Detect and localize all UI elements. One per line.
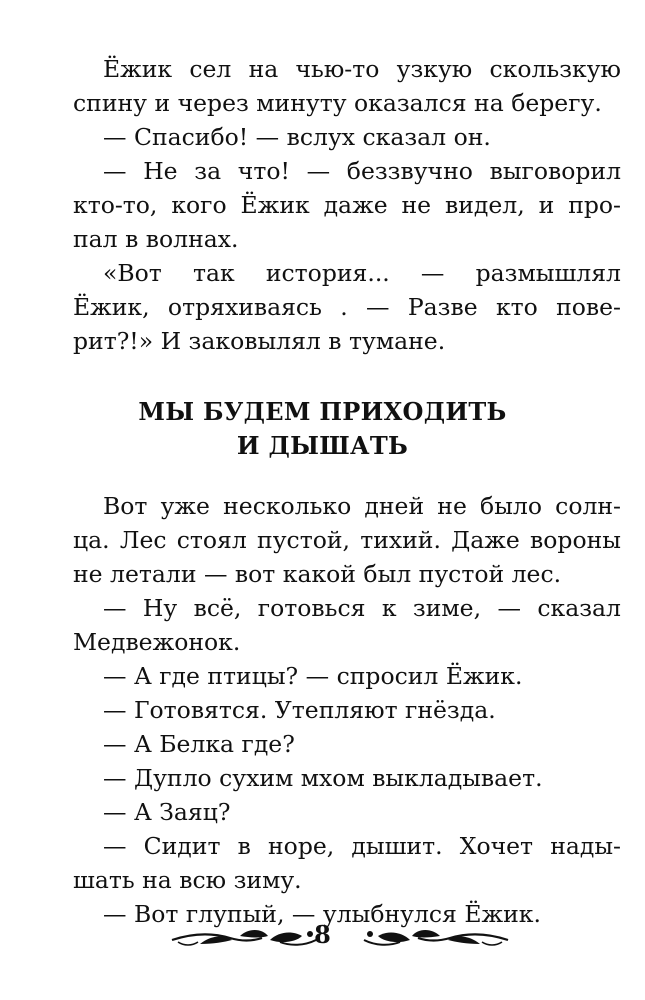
text-line: — Не за что! — беззвучно выговорил	[103, 157, 621, 185]
text-line: не летали — вот какой был пустой лес.	[73, 560, 562, 588]
text-line: спину и через минуту оказался на берегу.	[73, 89, 602, 117]
story-text-top	[73, 52, 621, 358]
text-line: — А Белка где?	[103, 730, 295, 758]
text-line: «Вот так история... — размышлял	[103, 259, 621, 287]
page-footer	[0, 918, 645, 958]
chapter-heading	[0, 395, 645, 463]
flourish-ornament-icon	[360, 922, 510, 952]
chapter-heading-line-1: МЫ БУДЕМ ПРИХОДИТЬ	[138, 397, 507, 426]
text-line: рит?!» И заковылял в тумане.	[73, 327, 446, 355]
text-line: ца. Лес стоял пустой, тихий. Даже вороны	[73, 526, 621, 554]
text-line: — Ну всё, готовься к зиме, — сказал	[103, 594, 621, 622]
page-number: 8	[314, 920, 331, 949]
text-line: — Дупло сухим мхом выкладывает.	[103, 764, 543, 792]
text-line: шать на всю зиму.	[73, 866, 302, 894]
text-line: — Спасибо! — вслух сказал он.	[103, 123, 491, 151]
text-line: Вот уже несколько дней не было солн-	[103, 492, 621, 520]
text-line: — А Заяц?	[103, 798, 231, 826]
text-line: — Готовятся. Утепляют гнёзда.	[103, 696, 496, 724]
text-line: Медвежонок.	[73, 628, 241, 656]
text-line: Ёжик сел на чью-то узкую скользкую	[103, 55, 621, 83]
story-text-bottom	[73, 489, 621, 931]
text-line: — Вот глупый, — улыбнулся Ёжик.	[103, 900, 541, 928]
text-line: кто-то, кого Ёжик даже не видел, и про-	[73, 191, 621, 219]
text-line: Ёжик, отряхиваясь . — Разве кто пове-	[73, 293, 621, 321]
text-line: — А где птицы? — спросил Ёжик.	[103, 662, 523, 690]
chapter-heading-line-2: И ДЫШАТЬ	[236, 431, 409, 460]
text-line: — Сидит в норе, дышит. Хочет нады-	[103, 832, 621, 860]
text-line: пал в волнах.	[73, 225, 239, 253]
